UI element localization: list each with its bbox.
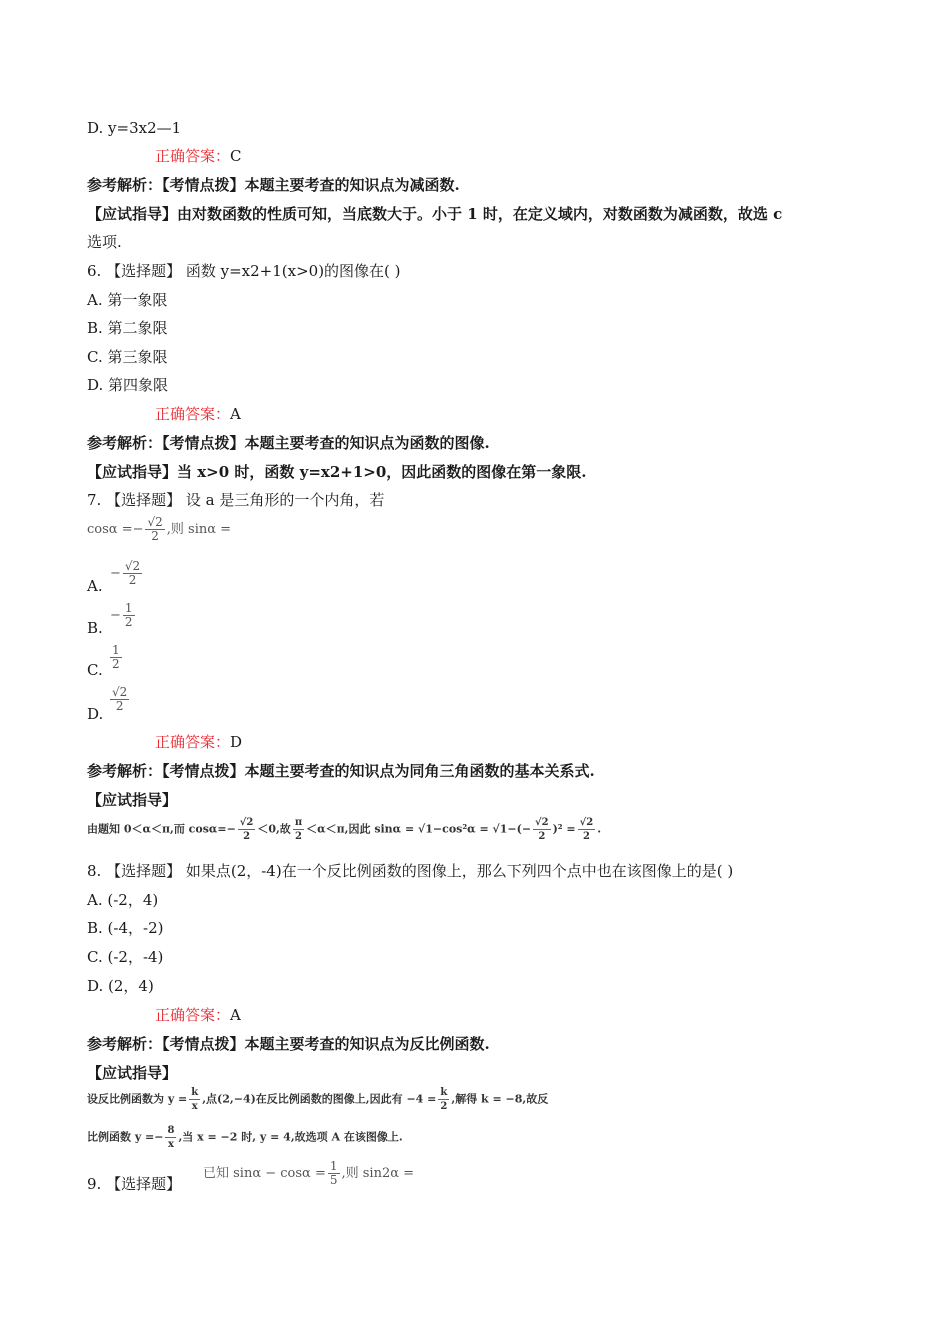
denominator: 5 [329,1173,338,1187]
minus-sign: − [110,566,121,581]
q7-guide-formula [87,816,601,843]
formula-text: ,点(2,−4)在反比例函数的图像上,因此有 −4 = [202,1092,437,1106]
fraction [110,644,122,671]
q5-guide-line2: 选项. [87,233,122,251]
q8-option-b: B. (-4，-2) [87,919,164,937]
numerator: √2 [239,817,254,828]
q8-guide-formula-line1 [87,1086,548,1113]
formula-text: ,解得 k = −8,故反 [451,1092,549,1106]
denominator: 2 [124,615,133,629]
denominator: 2 [112,657,120,671]
q6-option-c: C. 第三象限 [87,348,168,366]
q6-guide: 【应试指导】当 x>0 时，函数 y=x2+1>0，因此函数的图像在第一象限. [87,463,587,481]
numerator: k [191,1087,199,1098]
q7-answer [155,732,242,752]
q8-option-c: C. (-2，-4) [87,948,164,966]
q8-stem: 8. 【选择题】 如果点(2，-4)在一个反比例函数的图像上，那么下列四个点中也在该图像上的是( ) [87,862,734,880]
fraction [123,560,142,587]
fraction [533,816,551,843]
denominator: 2 [582,831,590,842]
q8-option-d: D. (2，4) [87,977,154,995]
numerator: √2 [535,817,549,828]
q5-option-d: D. y=3x2—1 [87,119,182,137]
fraction [438,1086,449,1113]
denominator: 2 [294,831,302,842]
answer-value: A [230,1006,241,1024]
answer-label: 正确答案： [155,1006,231,1024]
formula-text: . [597,822,602,836]
answer-value: A [230,405,241,423]
q7-option-d-label: D. [87,705,104,723]
q7-option-c-formula [108,644,124,671]
formula-text: 由题知 0＜α＜π,而 cosα=− [87,822,236,836]
denominator: x [167,1139,174,1150]
q6-option-b: B. 第二象限 [87,319,168,337]
fraction [328,1160,340,1187]
answer-label: 正确答案： [155,147,231,165]
numerator: k [438,1086,449,1100]
fraction [578,816,596,843]
q7-option-a-formula [110,560,144,587]
fraction [110,686,129,713]
formula-text: 比例函数 y =− [87,1130,164,1144]
q6-stem: 6. 【选择题】 函数 y=x2+1(x>0)的图像在( ) [87,262,401,280]
numerator: √2 [579,817,594,828]
formula-text: ＜α＜π,因此 sinα = √1−cos²α = √1−(− [306,822,532,836]
q8-guide-label: 【应试指导】 [87,1064,178,1082]
formula-text: ,则 sin2α = [341,1166,415,1181]
fraction [293,816,304,843]
formula-text: ,则 sinα = [166,522,232,537]
denominator: 2 [115,699,124,713]
answer-value: D [230,733,243,751]
q6-option-d: D. 第四象限 [87,376,169,394]
denominator: 2 [151,529,159,543]
formula-text: 设反比例函数为 y = [87,1092,188,1106]
numerator: √2 [112,685,128,699]
fraction [189,1086,200,1113]
q5-analysis: 参考解析：【考情点拨】本题主要考查的知识点为减函数. [87,176,460,194]
denominator: 2 [538,831,546,842]
fraction [238,816,256,843]
formula-text: cosα =− [87,522,144,537]
numerator: √2 [124,559,141,573]
formula-text: 已知 sinα − cosα = [203,1166,326,1181]
q7-option-d-formula [108,686,131,713]
denominator: x [191,1101,198,1112]
formula-text: ,当 x = −2 时, y = 4,故选项 A 在该图像上. [178,1130,403,1144]
answer-label: 正确答案： [155,405,231,423]
numerator: 1 [112,643,120,657]
q6-answer [155,404,241,424]
denominator: 2 [128,573,137,587]
q8-analysis: 参考解析：【考情点拨】本题主要考查的知识点为反比例函数. [87,1035,490,1053]
q9-condition-formula [203,1160,414,1187]
fraction [165,1124,176,1151]
numerator: 1 [124,601,133,615]
q7-stem: 7. 【选择题】 设 a 是三角形的一个内角，若 [87,491,385,509]
fraction [123,602,135,629]
q7-option-c-label: C. [87,661,103,679]
q8-option-a: A. (-2，4) [87,891,159,909]
numerator: √2 [147,515,163,529]
q7-option-b-label: B. [87,619,103,637]
fraction [145,516,164,543]
q7-analysis: 参考解析：【考情点拨】本题主要考查的知识点为同角三角函数的基本关系式. [87,762,595,780]
q7-guide-label: 【应试指导】 [87,791,178,809]
q7-option-b-formula [110,602,137,629]
q9-stem: 9. 【选择题】 [87,1175,182,1193]
q6-analysis: 参考解析：【考情点拨】本题主要考查的知识点为函数的图像. [87,434,490,452]
q5-guide-line1: 【应试指导】由对数函数的性质可知，当底数大于。小于 1 时，在定义域内，对数函数为减函数，故选 c [87,205,783,223]
q7-option-a-label: A. [87,577,103,595]
numerator: 8 [167,1125,175,1136]
answer-label: 正确答案： [155,733,231,751]
denominator: 2 [243,831,251,842]
minus-sign: − [110,608,121,623]
numerator: π [294,817,303,828]
answer-value: C [230,147,242,165]
q8-answer [155,1005,241,1025]
q5-answer [155,146,242,166]
formula-text: )² = [552,822,576,836]
numerator: 1 [329,1159,338,1173]
q7-condition-formula [87,516,231,543]
q6-option-a: A. 第一象限 [87,291,168,309]
q8-guide-formula-line2 [87,1124,403,1151]
formula-text: ＜0,故 [257,822,291,836]
denominator: 2 [440,1101,448,1112]
